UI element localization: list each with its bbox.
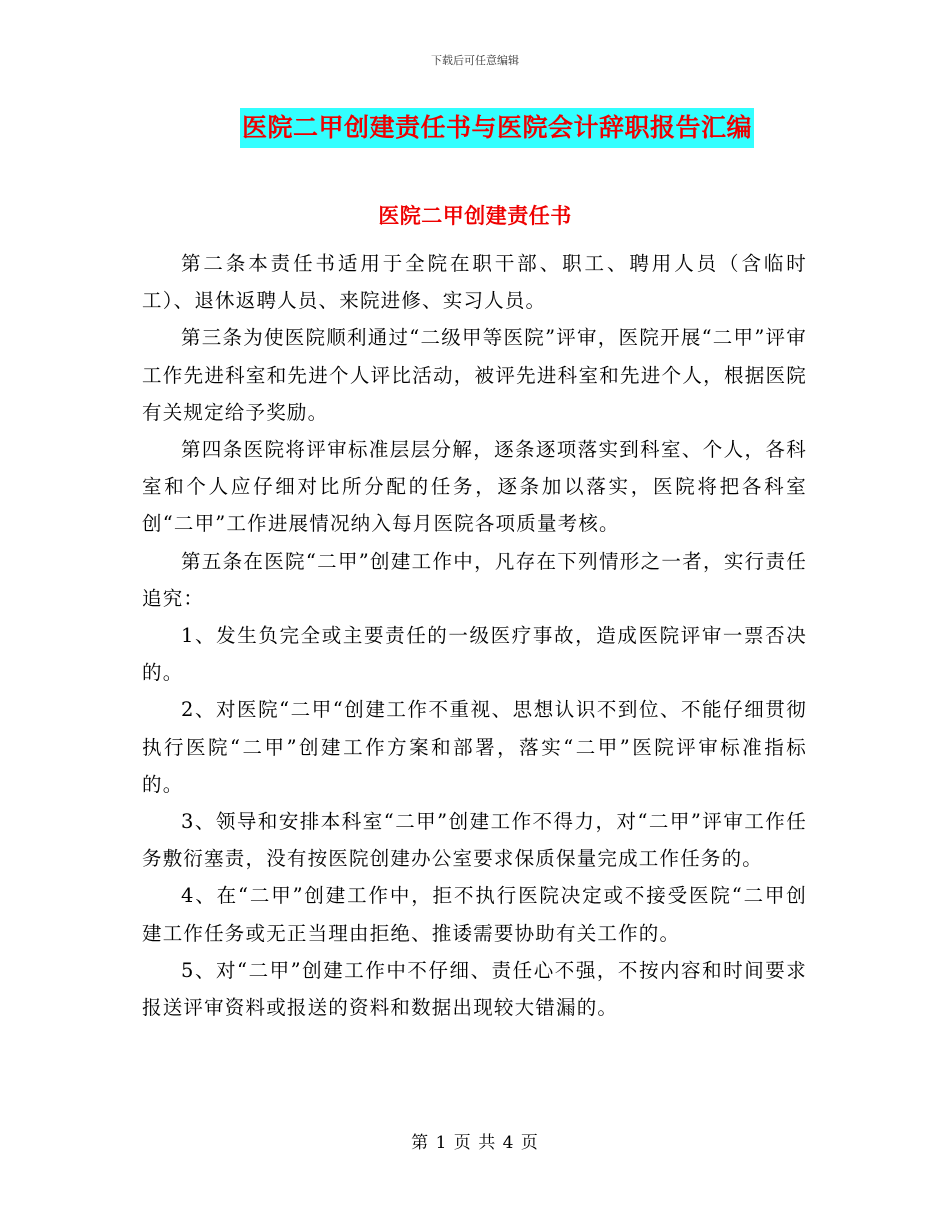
section-title: 医院二甲创建责任书: [378, 204, 572, 228]
page-number-footer: 第 1 页 共 4 页: [411, 1133, 539, 1153]
paragraph-item-4: 4、在“二甲”创建工作中，拒不执行医院决定或不接受医院“二甲创建工作任务或无正当理由拒绝、推诿需要协助有关工作的。: [142, 884, 807, 945]
paragraph-article-4: 第四条医院将评审标准层层分解，逐条逐项落实到科室、个人，各科室和个人应仔细对比所分配的任务，逐条加以落实，医院将把各科室创“二甲”工作进展情况纳入每月医院各项质量考核。: [142, 438, 807, 536]
paragraph-item-2: 2、对医院“二甲“创建工作不重视、思想认识不到位、不能仔细贯彻执行医院“二甲”创建工作方案和部署，落实“二甲”医院评审标准指标的。: [142, 698, 807, 796]
paragraph-article-5: 第五条在医院“二甲”创建工作中，凡存在下列情形之一者，实行责任追究：: [142, 549, 807, 610]
document-title: 医院二甲创建责任书与医院会计辞职报告汇编: [240, 108, 754, 148]
document-body: [142, 245, 807, 1026]
paragraph-item-3: 3、领导和安排本科室“二甲”创建工作不得力，对“二甲”评审工作任务敷衍塞责，没有按医院创建办公室要求保质保量完成工作任务的。: [142, 810, 807, 871]
paragraph-item-1: 1、发生负完全或主要责任的一级医疗事故，造成医院评审一票否决的。: [142, 624, 807, 685]
document-title-container: [0, 108, 950, 148]
page-header-note: 下载后可任意编辑: [431, 54, 519, 67]
paragraph-item-5: 5、对“二甲”创建工作中不仔细、责任心不强，不按内容和时间要求报送评审资料或报送的资料和数据出现较大错漏的。: [142, 958, 807, 1020]
paragraph-article-3: 第三条为使医院顺利通过“二级甲等医院”评审，医院开展“二甲”评审工作先进科室和先进个人评比活动，被评先进科室和先进个人，根据医院有关规定给予奖励。: [142, 326, 807, 424]
paragraph-article-2: 第二条本责任书适用于全院在职干部、职工、聘用人员（含临时工）、退休返聘人员、来院进修、实习人员。: [142, 252, 807, 313]
